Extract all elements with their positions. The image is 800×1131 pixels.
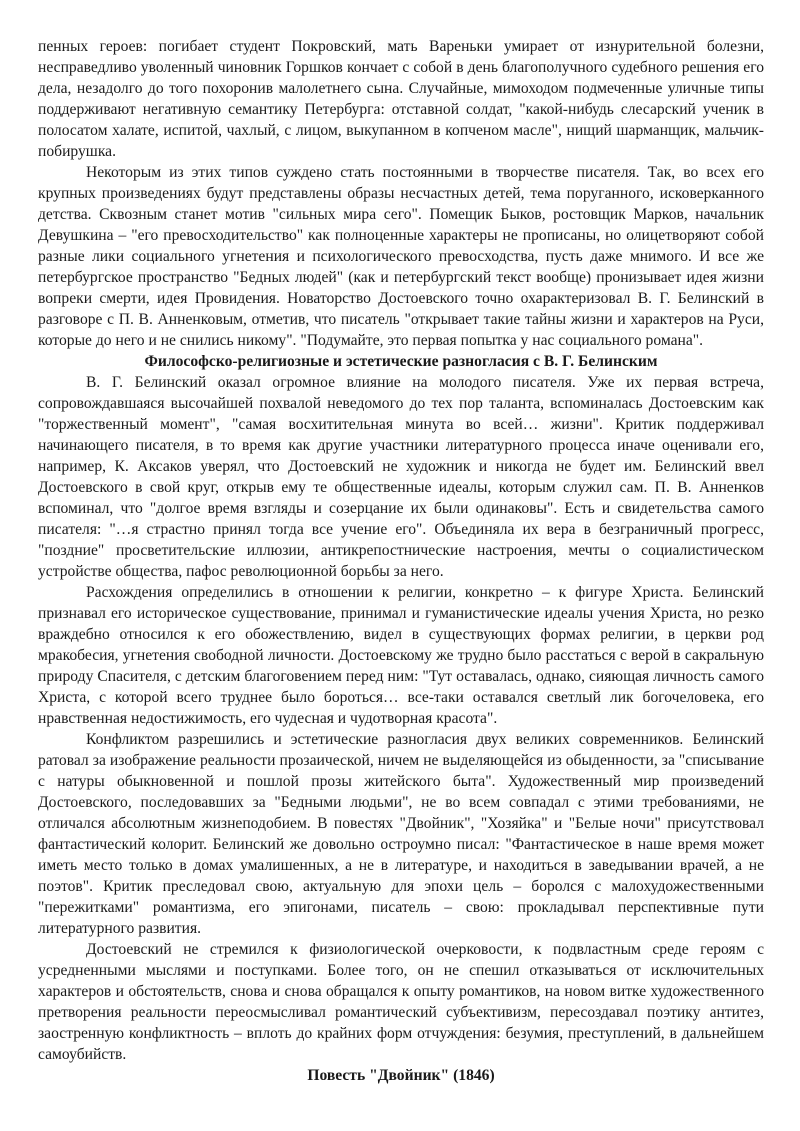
section-heading: Повесть "Двойник" (1846) — [307, 1067, 495, 1084]
document-page — [38, 36, 764, 1086]
section-heading: Философско-религиозные и эстетические разногласия с В. Г. Белинским — [144, 353, 658, 370]
body-paragraph: В. Г. Белинский оказал огромное влияние на молодого писателя. Уже их первая встреча, сопровождавшаяся высочайшей похвалой неведомого до тех пор таланта, вспоминалась Достоевским как "торжественный момент", "самая восхитительная минута во всей… жизни". Критик поддерживал начинающего писателя, в то время как другие участники литературного процесса иначе оценивали его, например, К. Аксаков уверял, что Достоевский не художник и никогда не будет им. Белинский ввел Достоевского в свой круг, открыв ему те общественные идеалы, которым служил сам. П. В. Анненков вспоминал, что "долгое время взгляды и созерцание их были одинаковы". Есть и свидетельства самого писателя: "…я страстно принял тогда все учение его". Объединяла их вера в безграничный прогресс, "поздние" просветительские иллюзии, антикрепостнические настроения, мечты о социалистическом устройстве общества, пафос революционной борьбы за него. — [38, 374, 764, 580]
body-paragraph: пенных героев: погибает студент Покровский, мать Вареньки умирает от изнурительной болезни, несправедливо уволенный чиновник Горшков кончает с собой в день благополучного судебного решения его дела, незадолго до того похоронив малолетнего сына. Случайные, мимоходом подмеченные уличные типы поддерживают негативную семантику Петербурга: отставной солдат, "какой-нибудь слесарский ученик в полосатом халате, испитой, чахлый, с лицом, выкупанном в копченом масле", нищий шарманщик, мальчик-побирушка. — [38, 38, 764, 160]
body-paragraph: Достоевский не стремился к физиологической очерковости, к подвластным среде героям с усредненными мыслями и поступками. Более того, он не спешил отказываться от исключительных характеров и обстоятельств, снова и снова обращался к опыту романтиков, на новом витке художественного претворения реальности переосмысливал романтический субъективизм, пересоздавал поэтику антитез, заостренную конфликтность – вплоть до крайних форм отчуждения: безумия, преступлений, в дальнейшем самоубийств. — [38, 941, 764, 1063]
body-paragraph: Некоторым из этих типов суждено стать постоянными в творчестве писателя. Так, во всех его крупных произведениях будут представлены образы несчастных детей, тема поруганного, исковерканного детства. Сквозным станет мотив "сильных мира сего". Помещик Быков, ростовщик Марков, начальник Девушкина – "его превосходительство" как полноценные характеры не прописаны, но олицетворяют собой разные лики социального угнетения и психологического превосходства, пусть даже мнимого. И все же петербургское пространство "Бедных людей" (как и петербургский текст вообще) пронизывает идея жизни вопреки смерти, идея Провидения. Новаторство Достоевского точно охарактеризовал В. Г. Белинский в разговоре с П. В. Анненковым, отметив, что писатель "открывает такие тайны жизни и характеров на Руси, которые до него и не снились никому". "Подумайте, это первая попытка у нас социального романа". — [38, 164, 764, 349]
body-paragraph: Конфликтом разрешились и эстетические разногласия двух великих современников. Белинский ратовал за изображение реальности прозаической, ничем не выделяющейся из обыденности, за "списывание с натуры обыкновенной и пошлой прозы житейского быта". Художественный мир произведений Достоевского, последовавших за "Бедными людьми", не во всем совпадал с этими требованиями, не отличался абсолютным жизнеподобием. В повестях "Двойник", "Хозяйка" и "Белые ночи" присутствовал фантастический колорит. Белинский же довольно остроумно писал: "Фантастическое в наше время может иметь место только в домах умалишенных, а не в литературе, и находиться в заведывании врачей, а не поэтов". Критик преследовал свою, актуальную для эпохи цель – боролся с малохудожественными "пережитками" романтизма, его эпигонами, писатель – свою: прокладывал перспективные пути литературного развития. — [38, 731, 764, 937]
body-paragraph: Расхождения определились в отношении к религии, конкретно – к фигуре Христа. Белинский признавал его историческое существование, принимал и гуманистические идеалы учения Христа, но резко враждебно относился к его обожествлению, видел в существующих формах религии, в церкви род мракобесия, угнетения свободной личности. Достоевскому же трудно было расстаться с верой в сакральную природу Спасителя, с детским благоговением перед ним: "Тут оставалась, однако, сияющая личность самого Христа, с которой всего труднее было бороться… все-таки оставался светлый лик богочеловека, его нравственная недостижимость, его чудесная и чудотворная красота". — [38, 584, 764, 727]
